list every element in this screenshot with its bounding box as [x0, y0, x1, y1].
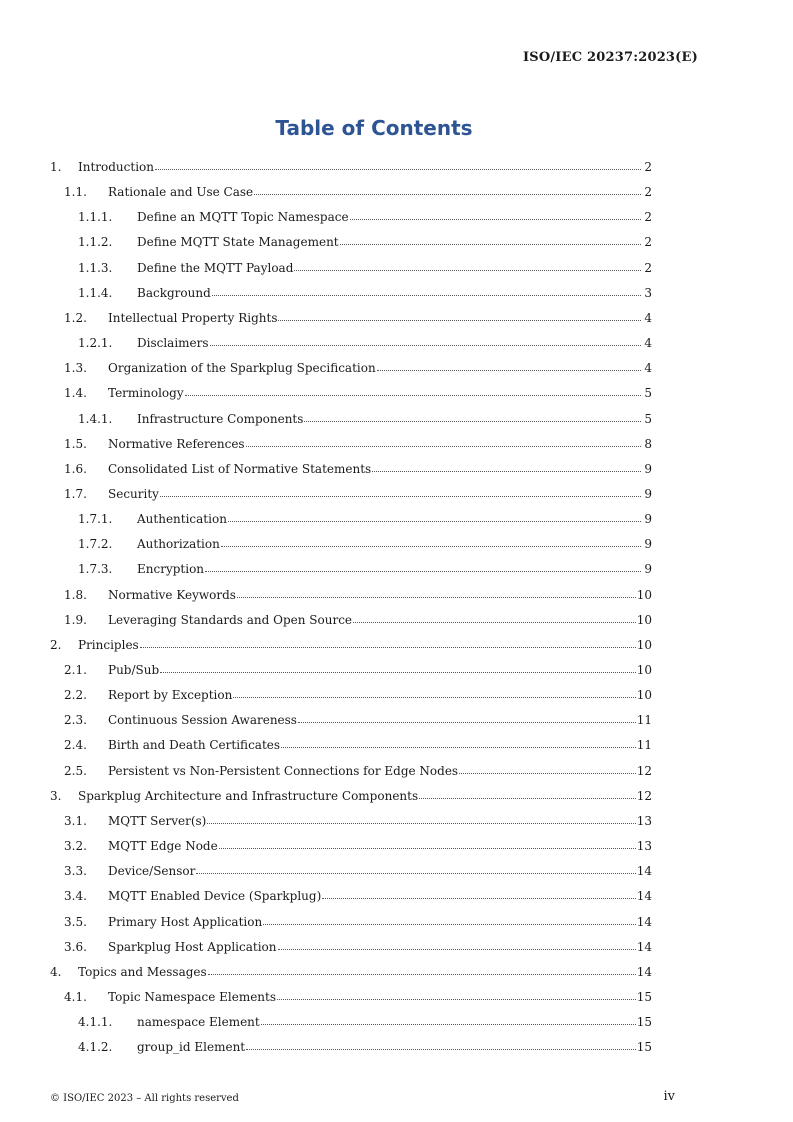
toc-entry-page: 9 — [644, 512, 652, 527]
toc-entry-number: 1.4.1. — [78, 411, 113, 426]
toc-entry-page: 10 — [636, 637, 652, 652]
toc-entry-page: 10 — [636, 688, 652, 703]
toc-entry[interactable] — [50, 636, 652, 654]
toc-dot-leader — [221, 534, 641, 547]
toc-dot-leader — [196, 861, 635, 874]
toc-entry[interactable] — [50, 384, 652, 402]
toc-entry-title: Define the MQTT Payload — [137, 260, 294, 275]
toc-entry-page: 15 — [636, 1040, 652, 1055]
toc-dot-leader — [322, 886, 635, 899]
toc-entry[interactable] — [50, 435, 652, 453]
toc-entry-number: 3.5. — [64, 914, 87, 929]
toc-dot-leader — [155, 157, 641, 170]
toc-entry[interactable] — [50, 510, 652, 528]
toc-dot-leader — [340, 232, 641, 245]
toc-entry-page: 10 — [636, 663, 652, 677]
toc-entry-title: MQTT Server(s) — [108, 813, 207, 828]
toc-entry-number: 1. — [50, 160, 62, 174]
toc-entry-number: 1.6. — [64, 461, 87, 476]
toc-entry[interactable] — [50, 158, 652, 176]
footer-page-number: iv — [663, 1089, 675, 1104]
toc-entry[interactable] — [50, 535, 652, 553]
toc-entry-number: 1.5. — [64, 436, 87, 451]
toc-entry-page: 14 — [636, 889, 652, 904]
toc-entry-number: 1.2. — [64, 310, 87, 325]
toc-entry-number: 1.2.1. — [78, 336, 113, 351]
toc-entry[interactable] — [50, 963, 652, 981]
toc-entry-number: 1.7.2. — [78, 537, 113, 552]
toc-entry-page: 9 — [644, 486, 652, 501]
toc-dot-leader — [281, 735, 636, 748]
toc-entry-title: Intellectual Property Rights — [108, 310, 278, 325]
toc-entry[interactable] — [50, 887, 652, 905]
toc-entry-page: 9 — [644, 461, 652, 476]
toc-entry-number: 1.8. — [64, 587, 87, 602]
toc-entry[interactable] — [50, 913, 652, 931]
toc-entry-title: MQTT Enabled Device (Sparkplug) — [108, 889, 322, 904]
toc-entry-number: 2.1. — [64, 663, 87, 677]
toc-dot-leader — [219, 836, 636, 849]
toc-entry-number: 1.7.3. — [78, 562, 113, 577]
toc-dot-leader — [246, 434, 641, 447]
toc-entry-title: Principles — [78, 637, 139, 652]
toc-entry[interactable] — [50, 988, 652, 1006]
footer-copyright: © ISO/IEC 2023 – All rights reserved — [50, 1093, 239, 1104]
toc-entry-title: Introduction — [78, 160, 154, 174]
toc-entry-number: 3. — [50, 788, 62, 803]
toc-entry-number: 2.5. — [64, 763, 87, 778]
toc-entry[interactable] — [50, 233, 652, 251]
toc-entry-title: Background — [137, 285, 211, 300]
toc-entry[interactable] — [50, 611, 652, 629]
toc-entry-title: Birth and Death Certificates — [108, 738, 281, 753]
toc-entry-title: Consolidated List of Normative Statements — [108, 461, 372, 476]
toc-dot-leader — [377, 358, 641, 371]
toc-entry[interactable] — [50, 410, 652, 428]
toc-entry[interactable] — [50, 334, 652, 352]
toc-entry-title: Organization of the Sparkplug Specification — [108, 361, 376, 376]
toc-entry-page: 12 — [636, 763, 652, 778]
toc-entry-title: Authentication — [137, 512, 227, 527]
toc-entry-number: 1.1.1. — [78, 210, 113, 225]
toc-entry-title: Primary Host Application — [108, 914, 263, 929]
toc-entry-page: 14 — [636, 864, 652, 879]
toc-entry-title: Disclaimers — [137, 336, 209, 351]
toc-entry-title: Define MQTT State Management — [137, 235, 339, 250]
toc-entry-page: 15 — [636, 989, 652, 1004]
toc-dot-leader — [261, 1012, 636, 1025]
toc-entry[interactable] — [50, 586, 652, 604]
toc-entry-title: Sparkplug Architecture and Infrastructure Components — [78, 788, 419, 803]
toc-dot-leader — [237, 585, 636, 598]
toc-dot-leader — [263, 912, 636, 925]
toc-dot-leader — [160, 484, 641, 497]
toc-entry[interactable] — [50, 862, 652, 880]
toc-entry-number: 1.3. — [64, 361, 87, 376]
toc-entry-title: MQTT Edge Node — [108, 839, 218, 854]
toc-entry-title: Infrastructure Components — [137, 411, 304, 426]
toc-entry-page: 9 — [644, 562, 652, 577]
toc-entry-page: 2 — [644, 260, 652, 275]
toc-entry[interactable] — [50, 208, 652, 226]
toc-dot-leader — [212, 283, 641, 296]
toc-entry-title: Normative Keywords — [108, 587, 236, 602]
toc-entry-title: Device/Sensor — [108, 864, 196, 879]
toc-dot-leader — [208, 962, 636, 975]
toc-entry[interactable] — [50, 183, 652, 201]
toc-entry-title: Define an MQTT Topic Namespace — [137, 210, 349, 225]
toc-entry[interactable] — [50, 837, 652, 855]
toc-entry[interactable] — [50, 812, 652, 830]
toc-dot-leader — [246, 1037, 636, 1050]
toc-entry[interactable] — [50, 736, 652, 754]
toc-entry-number: 3.1. — [64, 813, 87, 828]
toc-dot-leader — [350, 207, 641, 220]
toc-entry-title: Terminology — [108, 386, 184, 401]
toc-entry-title: Leveraging Standards and Open Source — [108, 612, 353, 627]
toc-entry-number: 2.4. — [64, 738, 87, 753]
toc-entry-title: Topic Namespace Elements — [108, 989, 277, 1004]
toc-entry[interactable] — [50, 259, 652, 277]
toc-entry-title: Normative References — [108, 436, 245, 451]
toc-entry-number: 1.4. — [64, 386, 87, 401]
toc-entry-page: 4 — [644, 361, 652, 376]
toc-entry[interactable] — [50, 762, 652, 780]
toc-entry-page: 4 — [644, 336, 652, 351]
toc-entry-page: 11 — [636, 738, 652, 753]
toc-dot-leader — [278, 937, 636, 950]
toc-dot-leader — [185, 383, 641, 396]
toc-entry-page: 5 — [644, 411, 652, 426]
toc-entry-title: Pub/Sub — [108, 663, 160, 677]
toc-entry-number: 4.1. — [64, 989, 87, 1004]
toc-entry-number: 1.1.4. — [78, 285, 113, 300]
toc-entry-title: Report by Exception — [108, 688, 233, 703]
toc-entry-number: 3.4. — [64, 889, 87, 904]
toc-entry[interactable] — [50, 359, 652, 377]
toc-dot-leader — [294, 258, 641, 271]
toc-dot-leader — [207, 811, 635, 824]
toc-entry-number: 1.9. — [64, 612, 87, 627]
toc-dot-leader — [228, 509, 641, 522]
toc-entry-number: 2. — [50, 637, 62, 652]
toc-entry-title: Topics and Messages — [78, 964, 207, 979]
toc-entry-number: 1.1. — [64, 185, 87, 200]
toc-entry-page: 5 — [644, 386, 652, 401]
toc-entry-number: 3.6. — [64, 939, 87, 954]
toc-dot-leader — [140, 635, 636, 648]
toc-entry[interactable] — [50, 309, 652, 327]
toc-entry-page: 3 — [644, 285, 652, 300]
toc-entry-number: 1.7. — [64, 486, 87, 501]
toc-dot-leader — [254, 182, 641, 195]
toc-dot-leader — [298, 710, 636, 723]
toc-entry-number: 3.3. — [64, 864, 87, 879]
toc-entry[interactable] — [50, 1038, 652, 1056]
toc-dot-leader — [277, 987, 636, 1000]
toc-entry-number: 2.3. — [64, 713, 87, 728]
document-id: ISO/IEC 20237:2023(E) — [522, 50, 698, 65]
toc-dot-leader — [278, 308, 641, 321]
toc-entry-page: 13 — [636, 813, 652, 828]
toc-entry[interactable] — [50, 560, 652, 578]
toc-entry[interactable] — [50, 938, 652, 956]
toc-dot-leader — [459, 761, 636, 774]
toc-entry-title: namespace Element — [137, 1015, 260, 1030]
toc-entry[interactable] — [50, 787, 652, 805]
toc-entry-page: 10 — [636, 587, 652, 602]
toc-entry-page: 2 — [644, 210, 652, 225]
toc-dot-leader — [372, 459, 641, 472]
toc-entry-page: 12 — [636, 788, 652, 803]
toc-entry[interactable] — [50, 711, 652, 729]
toc-dot-leader — [304, 409, 641, 422]
toc-entry-number: 2.2. — [64, 688, 87, 703]
toc-dot-leader — [210, 333, 641, 346]
toc-entry-page: 9 — [644, 537, 652, 552]
toc-title: Table of Contents — [275, 116, 473, 140]
toc-entry[interactable] — [50, 284, 652, 302]
toc-entry-title: Authorization — [137, 537, 220, 552]
toc-entry-page: 14 — [636, 914, 652, 929]
toc-entry-title: group_id Element — [137, 1040, 246, 1055]
toc-entry-page: 14 — [636, 964, 652, 979]
toc-entry-page: 14 — [636, 939, 652, 954]
toc-entry-title: Rationale and Use Case — [108, 185, 254, 200]
toc-entry-number: 1.1.3. — [78, 260, 113, 275]
toc-entry-page: 2 — [644, 235, 652, 250]
toc-entry[interactable] — [50, 661, 652, 679]
toc-entry-number: 1.1.2. — [78, 235, 113, 250]
toc-entry-page: 13 — [636, 839, 652, 854]
toc-entry-page: 8 — [644, 436, 652, 451]
toc-entry-title: Sparkplug Host Application — [108, 939, 277, 954]
toc-entry-page: 2 — [644, 160, 652, 174]
toc-entry[interactable] — [50, 686, 652, 704]
toc-entry-number: 4. — [50, 964, 62, 979]
toc-entry-title: Continuous Session Awareness — [108, 713, 297, 728]
toc-entry[interactable] — [50, 460, 652, 478]
toc-entry-title: Security — [108, 486, 159, 501]
toc-dot-leader — [353, 610, 636, 623]
toc-dot-leader — [205, 559, 641, 572]
toc-entry-page: 11 — [636, 713, 652, 728]
toc-entry-page: 2 — [644, 185, 652, 200]
toc-entry[interactable] — [50, 485, 652, 503]
toc-entry-title: Encryption — [137, 562, 205, 577]
toc-dot-leader — [160, 660, 636, 673]
toc-entry-number: 3.2. — [64, 839, 87, 854]
toc-dot-leader — [419, 786, 636, 799]
toc-entry-page: 4 — [644, 310, 652, 325]
toc-entry-number: 4.1.1. — [78, 1015, 113, 1030]
toc-entry-page: 10 — [636, 612, 652, 627]
toc-dot-leader — [233, 685, 635, 698]
toc-entry-page: 15 — [636, 1015, 652, 1030]
toc-entry-title: Persistent vs Non-Persistent Connections for Edge Nodes — [108, 763, 459, 778]
toc-entry[interactable] — [50, 1013, 652, 1031]
toc-entry-number: 4.1.2. — [78, 1040, 113, 1055]
toc-entry-number: 1.7.1. — [78, 512, 113, 527]
